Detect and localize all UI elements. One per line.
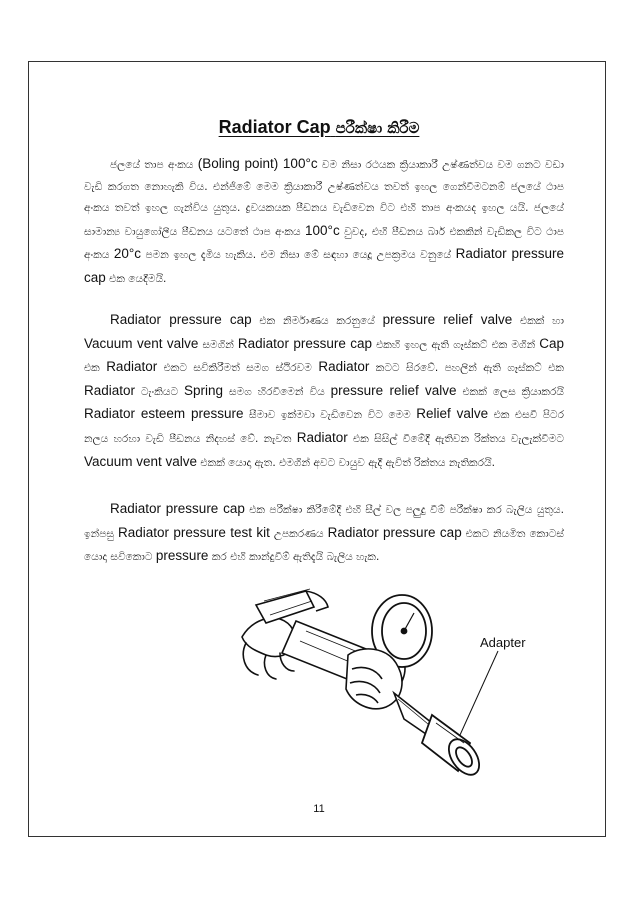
title-sinhala: පරීක්ෂා කිරීම: [335, 119, 420, 137]
english-term: Radiator pressure cap: [110, 501, 245, 516]
english-term: Radiator esteem pressure: [84, 406, 244, 422]
english-term: Cap: [539, 335, 565, 351]
english-term: Vacuum vent valve: [84, 453, 198, 469]
english-term: Radiator pressure cap: [327, 524, 462, 540]
title-english: Radiator Cap: [218, 117, 331, 137]
adapter-callout-line: [460, 651, 498, 735]
english-term: pressure: [155, 548, 209, 564]
english-term: Radiator: [106, 359, 158, 375]
english-term: Radiator pressure cap: [110, 312, 252, 327]
sinhala-text: එකක් හා: [512, 315, 565, 327]
sinhala-text: එකහි ඉහල ඇති ගෑස්කට් එක මගින්: [372, 338, 540, 351]
sinhala-text: එක පරීක්ෂා කිරීමේදී එහි සීල් වල පලුදු වීම් පරීක්ෂා කර බැලිය යුතුය. ඉන්පසු: [84, 504, 564, 540]
paragraph-cap-construction: [84, 309, 564, 474]
sinhala-text: වුවද, එහි පීඩනය බාර් එකකින් වැඩිකල විට ථාප අංකය: [84, 225, 564, 262]
english-term: 20°c: [113, 246, 142, 262]
sinhala-text: එකක් යොදා ඇත. එමගින් අවට වායුව ඇදී ඇවිත් රික්තය නැතිකරයි.: [197, 456, 496, 469]
english-term: Radiator pressure test kit: [118, 524, 270, 540]
sinhala-text: එකට නියමිත කොටස් යොදා සවිකොට: [84, 527, 565, 564]
sinhala-text: එකට සවිකිරීමත් සමග ස්ථිරවම: [157, 362, 319, 375]
paragraph-cap-testing: [84, 498, 564, 569]
english-term: (Boling point) 100°c: [197, 156, 318, 171]
english-term: Radiator: [296, 429, 348, 445]
paragraph-boiling-point: [84, 153, 564, 291]
sinhala-text: සමග හිරවීමෙන් විය: [223, 385, 331, 398]
english-term: Radiator: [84, 382, 136, 398]
sinhala-text: කටට සිරවේ. පහලින් ඇති ගෑස්කට් එක: [369, 362, 564, 375]
english-term: Radiator: [318, 359, 370, 375]
sinhala-text: කර එහි කාන්දුවීම් ඇතිදැයි බැලිය හැක.: [208, 551, 380, 564]
sinhala-text: එක එසවී පිටර නලය හරහා වැඩි පීඩනය නිදහස් වේ. නැවත: [84, 409, 565, 445]
sinhala-text: ජලයේ තාප අංකය: [110, 159, 198, 171]
sinhala-text: එක නිර්මාණය කරනුයේ: [251, 315, 383, 327]
sinhala-text: උපකරණය: [269, 527, 328, 540]
adapter-label: Adapter: [480, 635, 526, 650]
sinhala-text: සීමාව ඉක්මවා වැඩිවෙන විට මෙම: [243, 409, 417, 422]
sinhala-text: වම නිසා රථයක ක්‍රියාකාරී උෂ්ණත්වය වම ගනට වඩා වැඩි කරගත නොහැකි විය. එන්ජිමේ මෙම ක්‍රියාකාරී උෂ්ණත්වය තවත් ඉහල ගෙන්වීමටනම් ජලයේ ථාප අංකය තවත් ඉහල ගැන්විය යුතුය. ද්‍රවයකයක පීඩනය වැඩිවෙන විට එහි තාප අංකයද ඉහල යයි. ජලයේ සාමාන්‍ය වායුගෝලීය පීඩනය යටතේ ථාප අංකය: [84, 159, 565, 238]
english-term: 100°c: [305, 222, 340, 238]
english-term: Radiator pressure cap: [84, 246, 564, 285]
adapter-fitting: [422, 715, 485, 780]
english-term: pressure relief valve: [330, 382, 457, 398]
english-term: Spring: [184, 382, 224, 398]
sinhala-text: එක: [84, 362, 107, 375]
pump-handle: [256, 589, 328, 623]
page-number: 11: [313, 803, 325, 815]
sinhala-text: එක යෙදීමයි.: [105, 272, 167, 285]
english-term: Relief valve: [416, 406, 489, 422]
sinhala-text: එක සිසිල් වීමේදී ඇතිවන රික්තය වැලැක්වීමට: [347, 432, 564, 445]
sinhala-text: පමන ඉහල දැමිය හැකිය. එම නිසා මේ සඳහා යෙදූ උපක්‍රමය වනුයේ: [141, 249, 456, 262]
sinhala-text: එකක් ලෙස ක්‍රියාකරයි: [456, 385, 564, 398]
sinhala-text: ටැංකියට: [135, 385, 185, 398]
page-title: [0, 117, 638, 138]
sinhala-text: සමගින්: [198, 338, 238, 351]
english-term: Vacuum vent valve: [84, 335, 199, 351]
english-term: Radiator pressure cap: [237, 335, 373, 351]
english-term: pressure relief valve: [382, 312, 513, 327]
radiator-cap-tester-illustration: [236, 585, 544, 785]
